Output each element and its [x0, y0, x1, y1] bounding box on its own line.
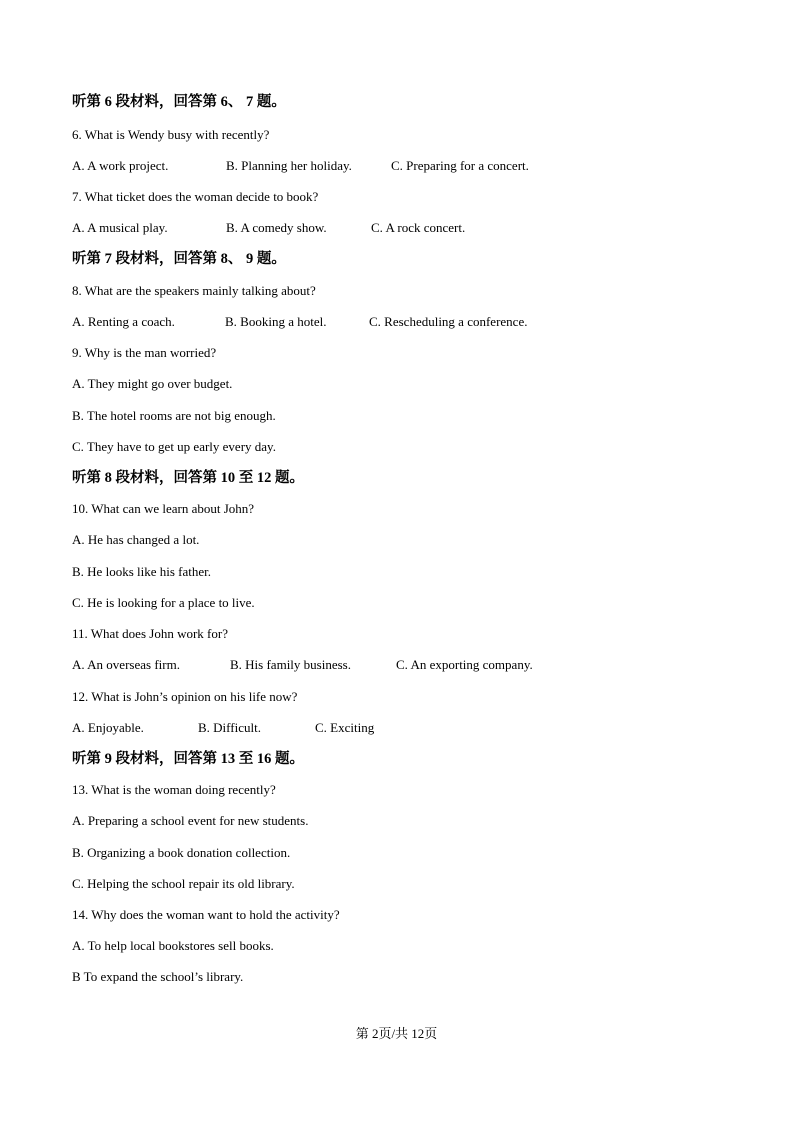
question-10: 10. What can we learn about John?	[72, 501, 255, 516]
question-6: 6. What is Wendy busy with recently?	[72, 127, 270, 142]
section-heading: 听第 9 段材料，回答第 13 至 16 题。	[72, 751, 304, 767]
option-b: B. His family business.	[230, 657, 351, 672]
option-b: B. The hotel rooms are not big enough.	[72, 408, 276, 423]
option-b: B. He looks like his father.	[72, 564, 212, 579]
option-c: C. Helping the school repair its old library.	[72, 876, 295, 891]
option-a: A. Preparing a school event for new students.	[72, 813, 309, 828]
option-b: B. A comedy show.	[226, 220, 327, 235]
option-a: A. A work project.	[72, 158, 169, 173]
question-12: 12. What is John’s opinion on his life now?	[72, 689, 298, 704]
option-c: C. A rock concert.	[371, 220, 466, 235]
option-a: A. He has changed a lot.	[72, 532, 200, 547]
option-b: B To expand the school’s library.	[72, 969, 244, 984]
section-heading: 听第 7 段材料，回答第 8、 9 题。	[72, 251, 286, 267]
option-a: A. To help local bookstores sell books.	[72, 938, 274, 953]
option-b: B. Planning her holiday.	[226, 158, 352, 173]
question-13: 13. What is the woman doing recently?	[72, 782, 276, 797]
option-c: C. Preparing for a concert.	[391, 158, 529, 173]
option-c: C. Rescheduling a conference.	[369, 314, 528, 329]
option-a: A. An overseas firm.	[72, 657, 180, 672]
question-9: 9. Why is the man worried?	[72, 345, 217, 360]
question-11: 11. What does John work for?	[72, 626, 228, 641]
option-c: C. Exciting	[315, 720, 375, 735]
option-b: B. Organizing a book donation collection.	[72, 845, 291, 860]
option-a: A. A musical play.	[72, 220, 168, 235]
option-a: A. Enjoyable.	[72, 720, 144, 735]
option-c: C. They have to get up early every day.	[72, 439, 276, 454]
option-a: A. Renting a coach.	[72, 314, 175, 329]
option-a: A. They might go over budget.	[72, 376, 233, 391]
option-b: B. Booking a hotel.	[225, 314, 327, 329]
page-footer: 第 2页/共 12页	[355, 1026, 438, 1041]
option-c: C. An exporting company.	[396, 657, 533, 672]
question-8: 8. What are the speakers mainly talking about?	[72, 283, 316, 298]
option-c: C. He is looking for a place to live.	[72, 595, 255, 610]
question-14: 14. Why does the woman want to hold the activity?	[72, 907, 340, 922]
section-heading: 听第 6 段材料，回答第 6、 7 题。	[72, 94, 286, 110]
section-heading: 听第 8 段材料，回答第 10 至 12 题。	[72, 470, 304, 486]
question-7: 7. What ticket does the woman decide to book?	[72, 189, 319, 204]
option-b: B. Difficult.	[198, 720, 261, 735]
